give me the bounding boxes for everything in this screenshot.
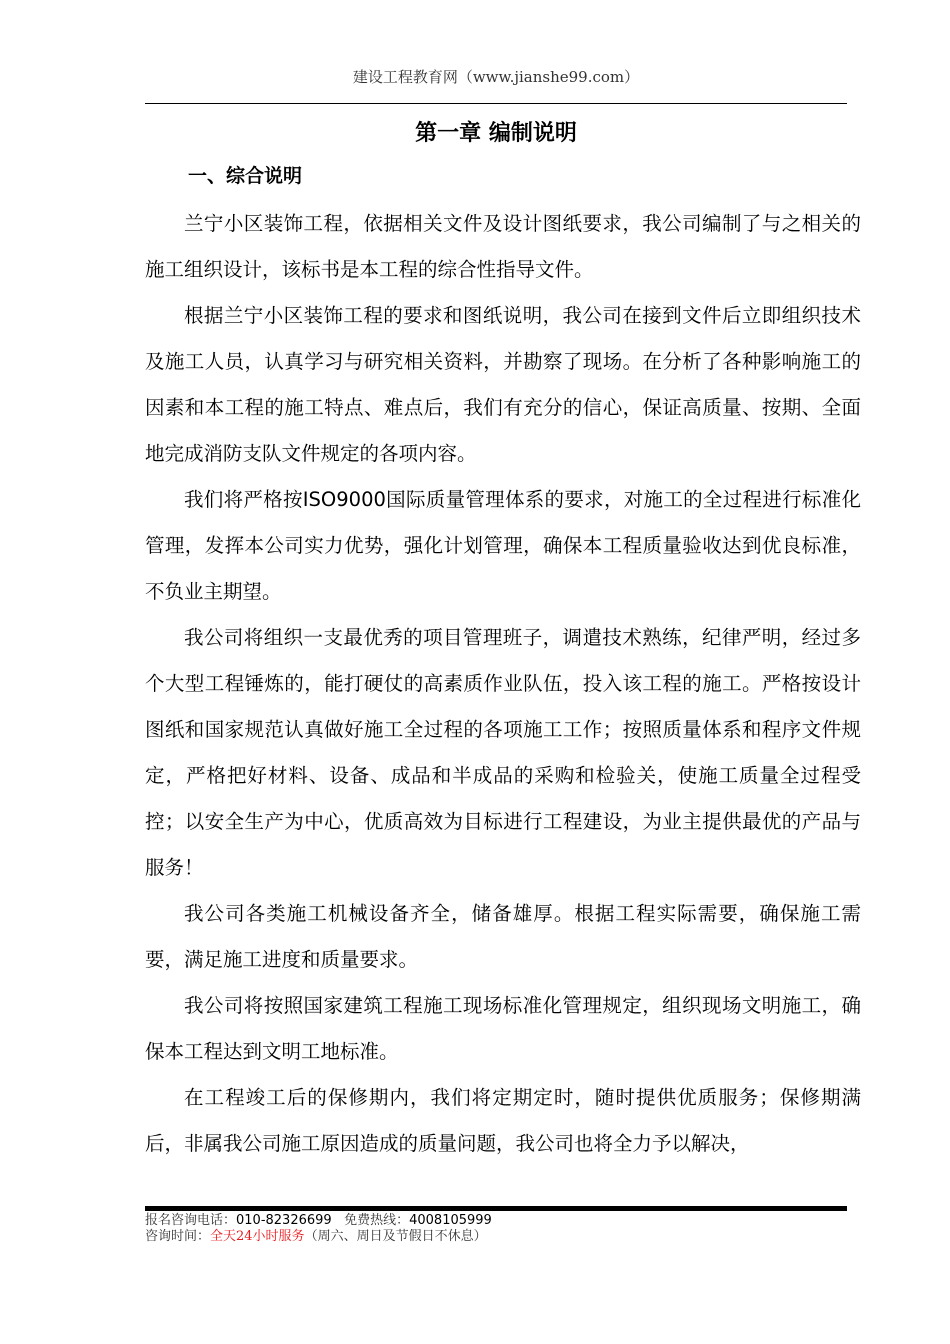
header-divider	[145, 103, 847, 104]
page-footer	[145, 1213, 847, 1245]
paragraph: 在工程竣工后的保修期内，我们将定期定时，随时提供优质服务；保修期满后，非属我公司施工原因造成的质量问题，我公司也将全力予以解决，	[145, 1086, 861, 1155]
header-site-text: 建设工程教育网（www.jianshe99.com）	[352, 68, 640, 86]
hours-note: （周六、周日及节假日不休息）	[304, 1229, 487, 1244]
paragraph: 根据兰宁小区装饰工程的要求和图纸说明，我公司在接到文件后立即组织技术及施工人员，认真学习与研究相关资料，并勘察了现场。在分析了各种影响施工的因素和本工程的施工特点、难点后，我们有充分的信心，保证高质量、按期、全面地完成消防支队文件规定的各项内容。	[145, 304, 861, 465]
document-body	[145, 201, 861, 1167]
paragraph: 我们将严格按ISO9000国际质量管理体系的要求，对施工的全过程进行标准化管理，发挥本公司实力优势，强化计划管理，确保本工程质量验收达到优良标准，不负业主期望。	[145, 488, 861, 603]
hours-highlight: 全天24小时服务	[210, 1229, 305, 1244]
paragraph: 我公司将组织一支最优秀的项目管理班子，调遣技术熟练，纪律严明，经过多个大型工程锤炼的，能打硬仗的高素质作业队伍，投入该工程的施工。严格按设计图纸和国家规范认真做好施工全过程的各项施工工作；按照质量体系和程序文件规定，严格把好材料、设备、成品和半成品的采购和检验关，使施工质量全过程受控；以安全生产为中心，优质高效为目标进行工程建设，为业主提供最优的产品与服务！	[145, 626, 861, 879]
section-title: 一、综合说明	[188, 165, 303, 187]
phone-label: 报名咨询电话：	[145, 1213, 237, 1228]
footer-hours-line	[145, 1229, 847, 1245]
footer-divider	[145, 1206, 847, 1211]
paragraph: 我公司各类施工机械设备齐全，储备雄厚。根据工程实际需要，确保施工需要，满足施工进度和质量要求。	[145, 902, 861, 971]
page-header	[145, 66, 847, 88]
chapter-title: 第一章 编制说明	[415, 121, 577, 146]
footer-contact-line	[145, 1213, 847, 1229]
paragraph: 兰宁小区装饰工程，依据相关文件及设计图纸要求，我公司编制了与之相关的施工组织设计，该标书是本工程的综合性指导文件。	[145, 212, 861, 281]
hours-label: 咨询时间：	[145, 1229, 211, 1244]
hotline-label: 免费热线：	[344, 1213, 410, 1228]
paragraph: 我公司将按照国家建筑工程施工现场标准化管理规定，组织现场文明施工，确保本工程达到文明工地标准。	[145, 994, 861, 1063]
phone-number: 010-82326699	[236, 1213, 332, 1228]
hotline-number: 4008105999	[409, 1213, 492, 1228]
